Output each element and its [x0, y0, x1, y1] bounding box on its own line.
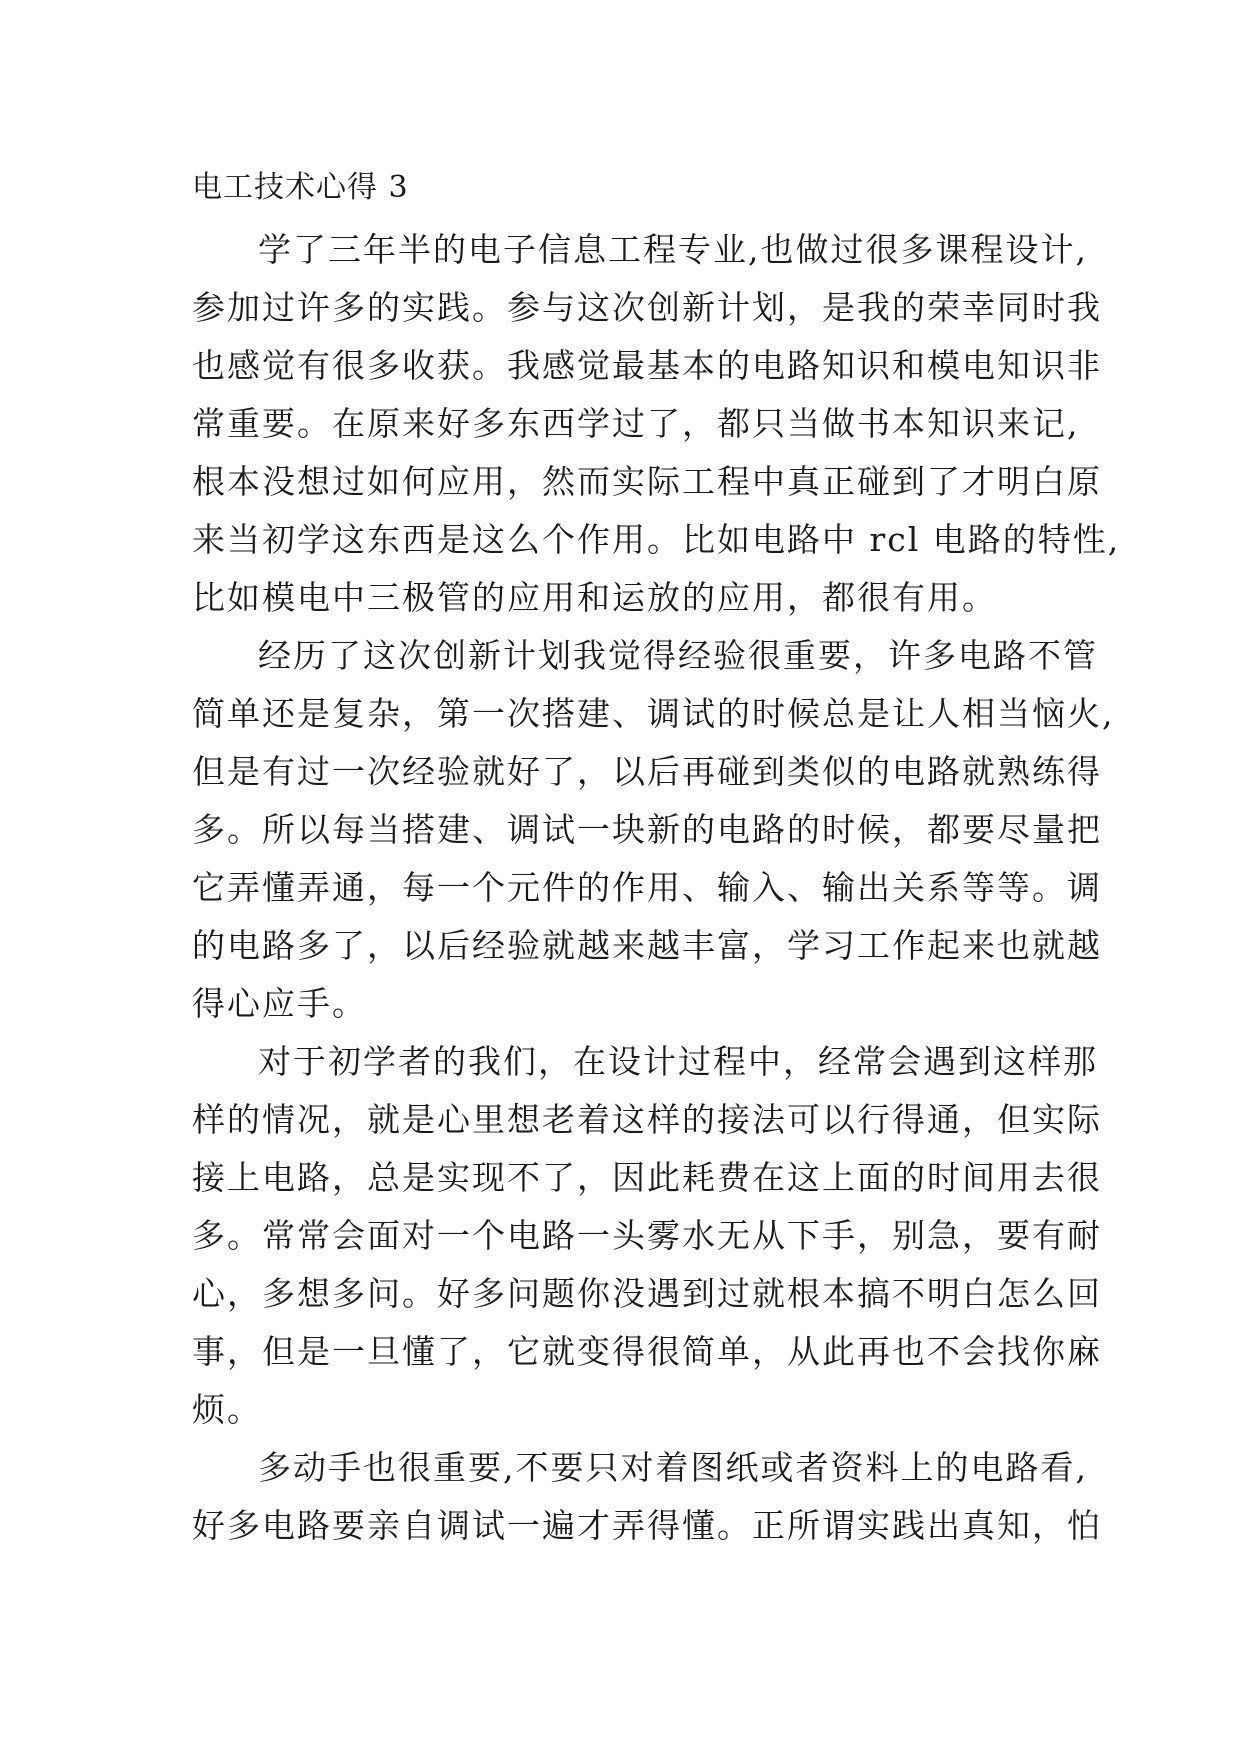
- paragraph-first-line: 对于初学者的我们，在设计过程中，经常会遇到这样那: [258, 1042, 1098, 1081]
- paragraph-line: 得心应手。: [192, 984, 367, 1023]
- paragraph-line: 比如模电中三极管的应用和运放的应用，都很有用。: [192, 578, 997, 617]
- paragraph-line: 它弄懂弄通，每一个元件的作用、输入、输出关系等等。调: [192, 868, 1102, 907]
- paragraph-line: 烦。: [192, 1390, 262, 1429]
- paragraph-line: 来当初学这东西是这么个作用。比如电路中 rcl 电路的特性,: [192, 520, 1121, 559]
- paragraph-first-line: 多动手也很重要,不要只对着图纸或者资料上的电路看,: [258, 1448, 1088, 1487]
- paragraph-line: 简单还是复杂，第一次搭建、调试的时候总是让人相当恼火,: [192, 694, 1115, 733]
- paragraph-first-line: 经历了这次创新计划我觉得经验很重要，许多电路不管: [258, 636, 1098, 675]
- paragraph-line: 根本没想过如何应用，然而实际工程中真正碰到了才明白原: [192, 462, 1102, 501]
- paragraph-line: 心，多想多问。好多问题你没遇到过就根本搞不明白怎么回: [192, 1274, 1102, 1313]
- paragraph-line: 也感觉有很多收获。我感觉最基本的电路知识和模电知识非: [192, 346, 1102, 385]
- paragraph-line: 多。常常会面对一个电路一头雾水无从下手，别急，要有耐: [192, 1216, 1102, 1255]
- document-title: 电工技术心得 3: [192, 170, 409, 205]
- paragraph-line: 接上电路，总是实现不了，因此耗费在这上面的时间用去很: [192, 1158, 1102, 1197]
- document-body: [192, 221, 1121, 1555]
- paragraph-first-line: 学了三年半的电子信息工程专业,也做过很多课程设计,: [258, 230, 1088, 269]
- paragraph-line: 多。所以每当搭建、调试一块新的电路的时候，都要尽量把: [192, 810, 1102, 849]
- paragraph-line: 事，但是一旦懂了，它就变得很简单，从此再也不会找你麻: [192, 1332, 1102, 1371]
- paragraph-line: 但是有过一次经验就好了，以后再碰到类似的电路就熟练得: [192, 752, 1102, 791]
- paragraph-line: 的电路多了，以后经验就越来越丰富，学习工作起来也就越: [192, 926, 1102, 965]
- paragraph: [192, 1033, 1102, 1439]
- paragraph: [192, 1439, 1102, 1555]
- paragraph-line: 常重要。在原来好多东西学过了，都只当做书本知识来记,: [192, 404, 1080, 443]
- paragraph-line: 好多电路要亲自调试一遍才弄得懂。正所谓实践出真知，怕: [192, 1506, 1102, 1545]
- paragraph: [192, 627, 1115, 1033]
- paragraph: [192, 221, 1121, 627]
- paragraph-line: 样的情况，就是心里想老着这样的接法可以行得通，但实际: [192, 1100, 1102, 1139]
- paragraph-line: 参加过许多的实践。参与这次创新计划，是我的荣幸同时我: [192, 288, 1102, 327]
